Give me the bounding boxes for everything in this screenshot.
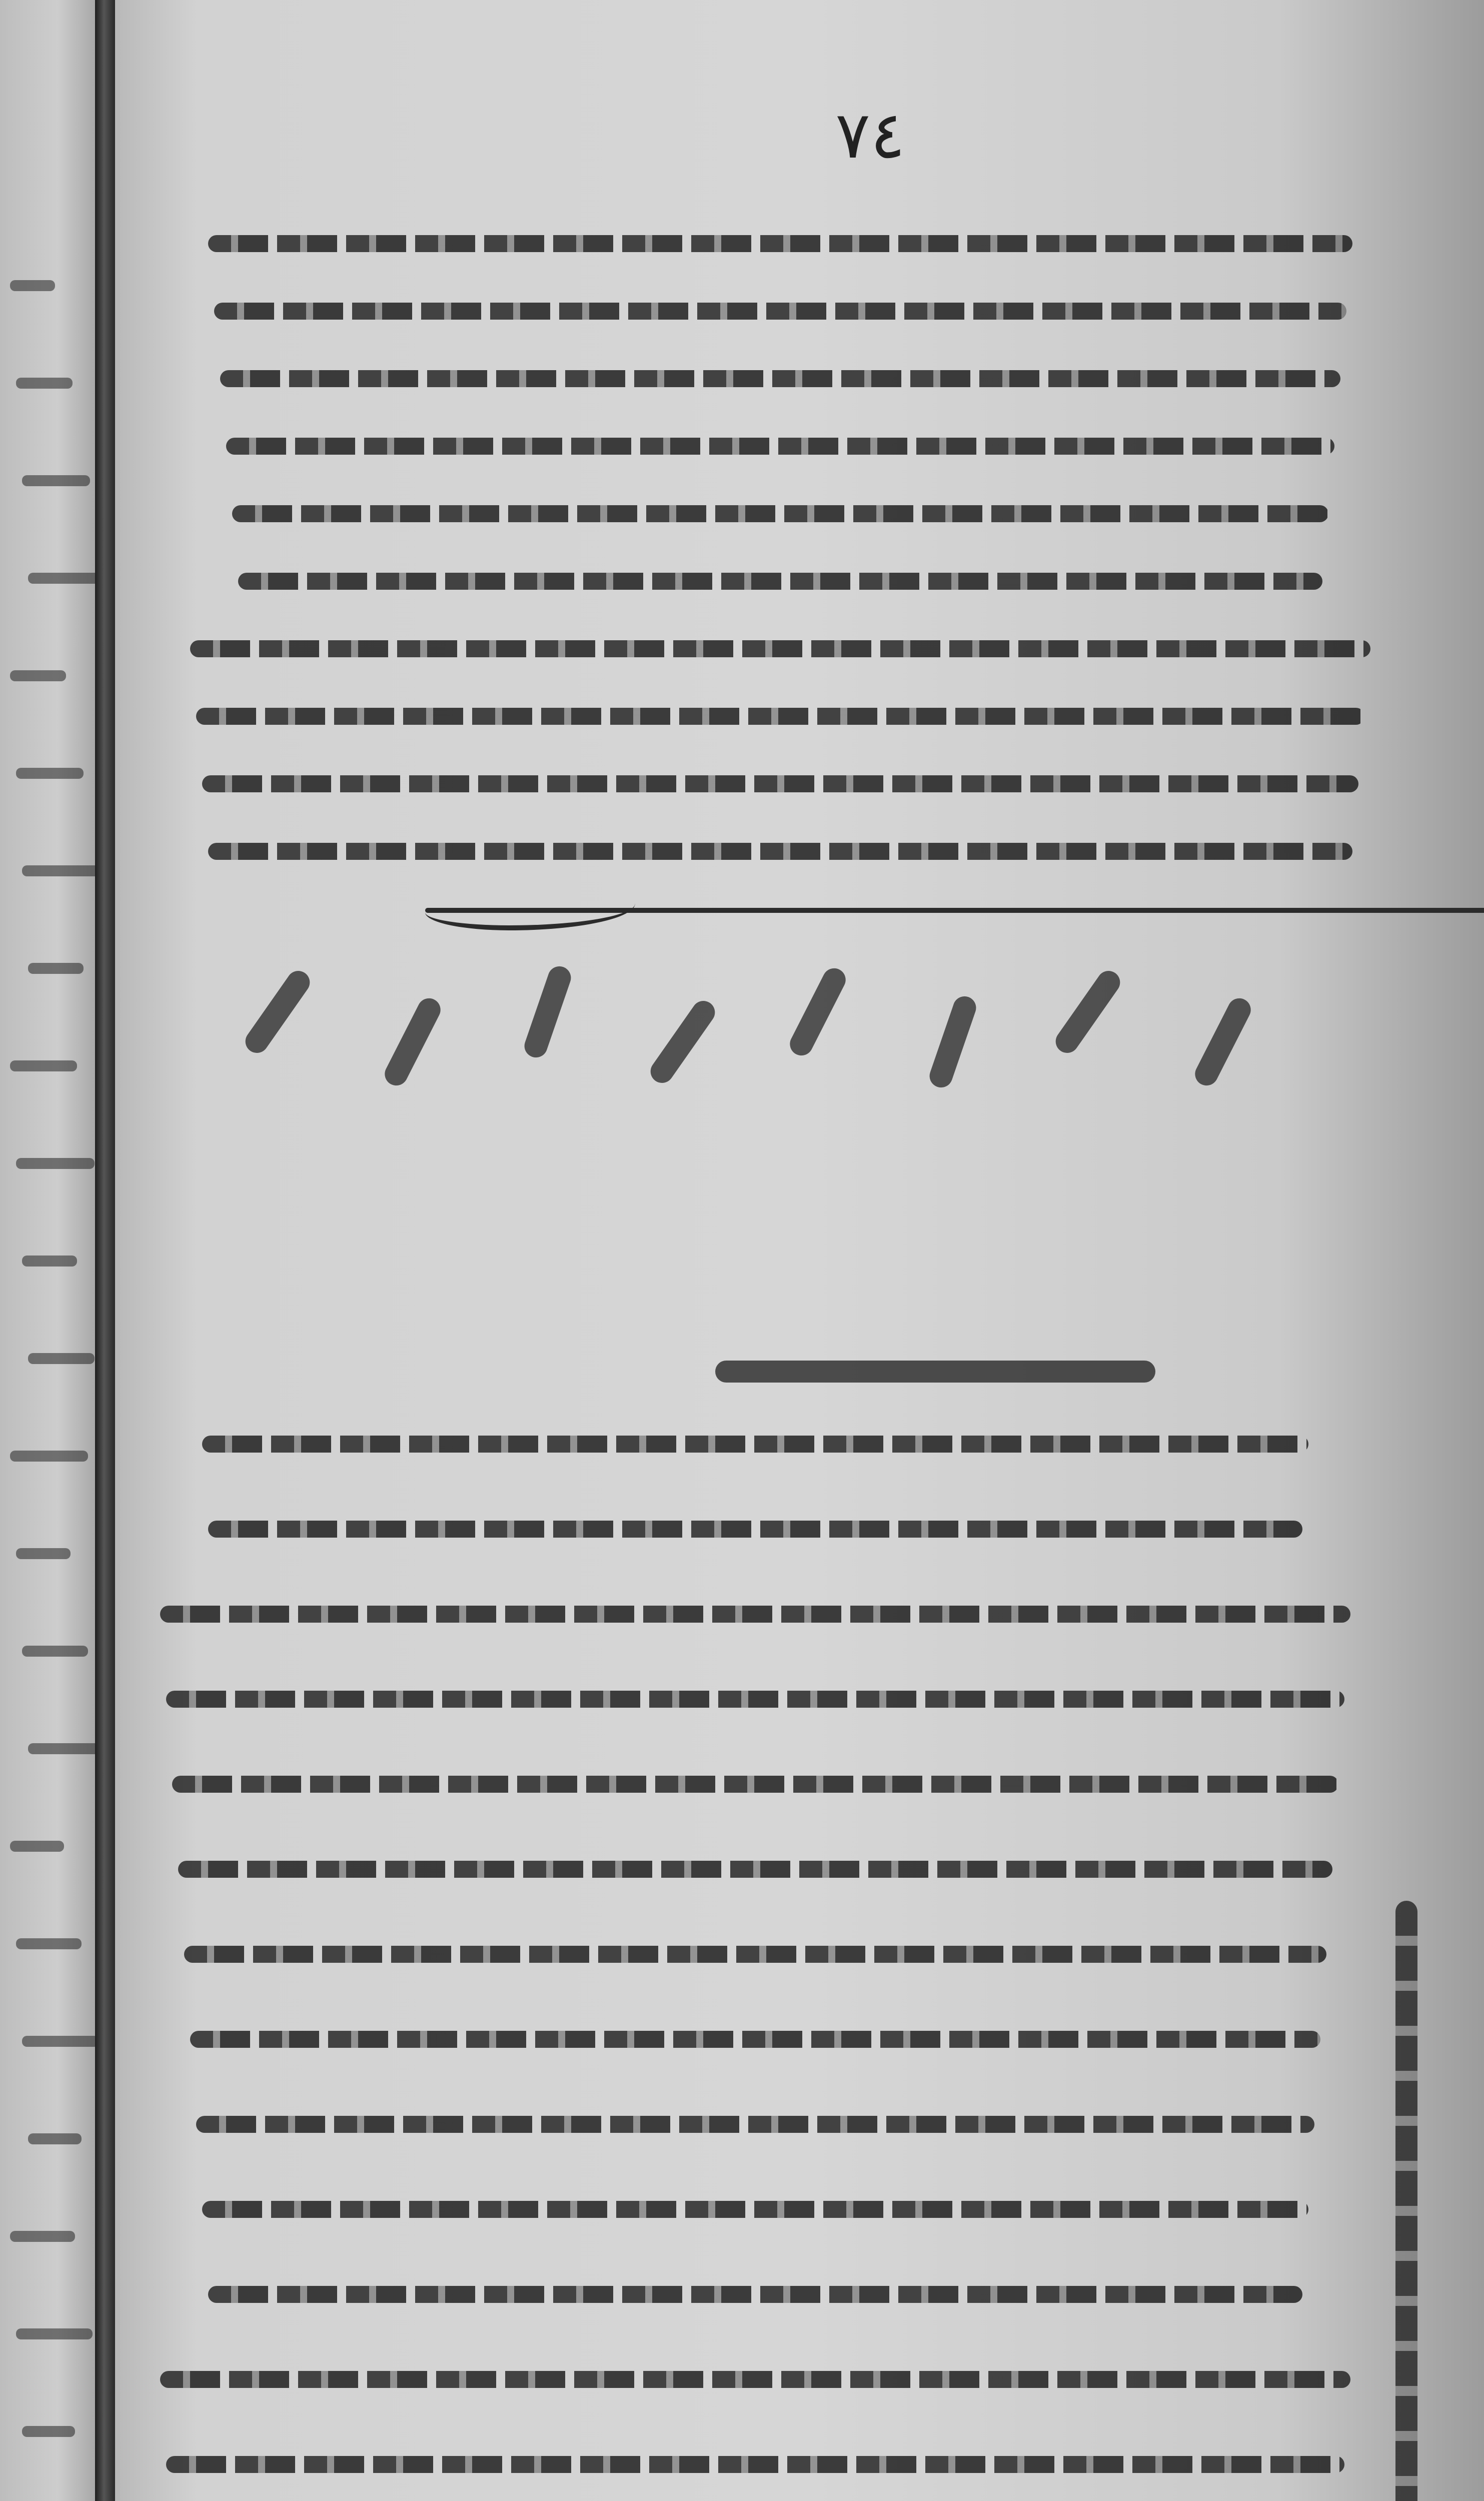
manuscript-page — [115, 0, 1484, 2501]
witness-signature — [1051, 966, 1125, 1057]
witness-signature — [381, 994, 444, 1089]
facing-page-text-fragment — [22, 2426, 75, 2437]
facing-page-text-fragment — [10, 1451, 88, 1462]
facing-page-text-fragment — [22, 475, 90, 486]
handwritten-line — [160, 2371, 1350, 2388]
handwritten-line — [190, 640, 1370, 657]
handwritten-line — [202, 2201, 1308, 2218]
handwritten-line — [238, 573, 1322, 590]
entry-2-heading — [715, 1361, 1155, 1383]
facing-page-text-fragment — [22, 1256, 77, 1267]
witness-signature — [241, 966, 315, 1057]
facing-page-text-fragment — [16, 768, 84, 779]
handwritten-line — [172, 1776, 1338, 1793]
witness-signature — [521, 963, 574, 1061]
facing-page-text-fragment — [22, 865, 101, 876]
facing-page-text-fragment — [16, 1158, 95, 1169]
handwritten-line — [208, 235, 1352, 252]
handwritten-line — [184, 1946, 1326, 1963]
book-gutter — [95, 0, 115, 2501]
handwritten-line — [202, 1436, 1308, 1453]
handwritten-line — [196, 708, 1364, 725]
folio-number: ٧٤ — [835, 97, 905, 173]
handwritten-line — [208, 2286, 1302, 2303]
facing-page-text-fragment — [22, 2036, 99, 2047]
facing-page-text-fragment — [10, 1060, 77, 1071]
handwritten-line — [166, 2456, 1344, 2473]
handwritten-line — [160, 1606, 1350, 1623]
handwritten-line — [232, 505, 1328, 522]
handwritten-line — [166, 1691, 1344, 1708]
facing-page-text-fragment — [16, 1548, 71, 1559]
handwritten-line — [208, 843, 1352, 860]
facing-page-text-fragment — [10, 2231, 75, 2242]
margin-note — [1395, 1901, 1417, 2501]
witness-signature — [786, 964, 849, 1059]
handwritten-line — [214, 303, 1346, 320]
handwritten-line — [190, 2031, 1320, 2048]
facing-page-text-fragment — [28, 1353, 95, 1364]
handwritten-line — [196, 2116, 1314, 2133]
handwritten-line — [208, 1521, 1302, 1538]
facing-page-text-fragment — [22, 1646, 88, 1657]
facing-page-text-fragment — [16, 378, 73, 389]
handwritten-line — [178, 1861, 1332, 1878]
entry-separator-rule — [425, 908, 1484, 913]
facing-page-text-fragment — [16, 1938, 82, 1949]
witness-signature — [1191, 994, 1254, 1089]
handwritten-line — [220, 370, 1340, 387]
facing-page-text-fragment — [28, 963, 84, 974]
witness-signature — [646, 996, 720, 1087]
facing-page-text-fragment — [10, 1841, 64, 1852]
handwritten-line — [226, 438, 1334, 455]
facing-page-fragment — [0, 0, 95, 2501]
handwritten-line — [202, 775, 1358, 792]
facing-page-text-fragment — [10, 670, 66, 681]
facing-page-text-fragment — [28, 1743, 106, 1754]
facing-page-text-fragment — [10, 280, 55, 291]
facing-page-text-fragment — [16, 2328, 93, 2339]
witness-signature — [926, 993, 979, 1091]
facing-page-text-fragment — [28, 2133, 82, 2144]
